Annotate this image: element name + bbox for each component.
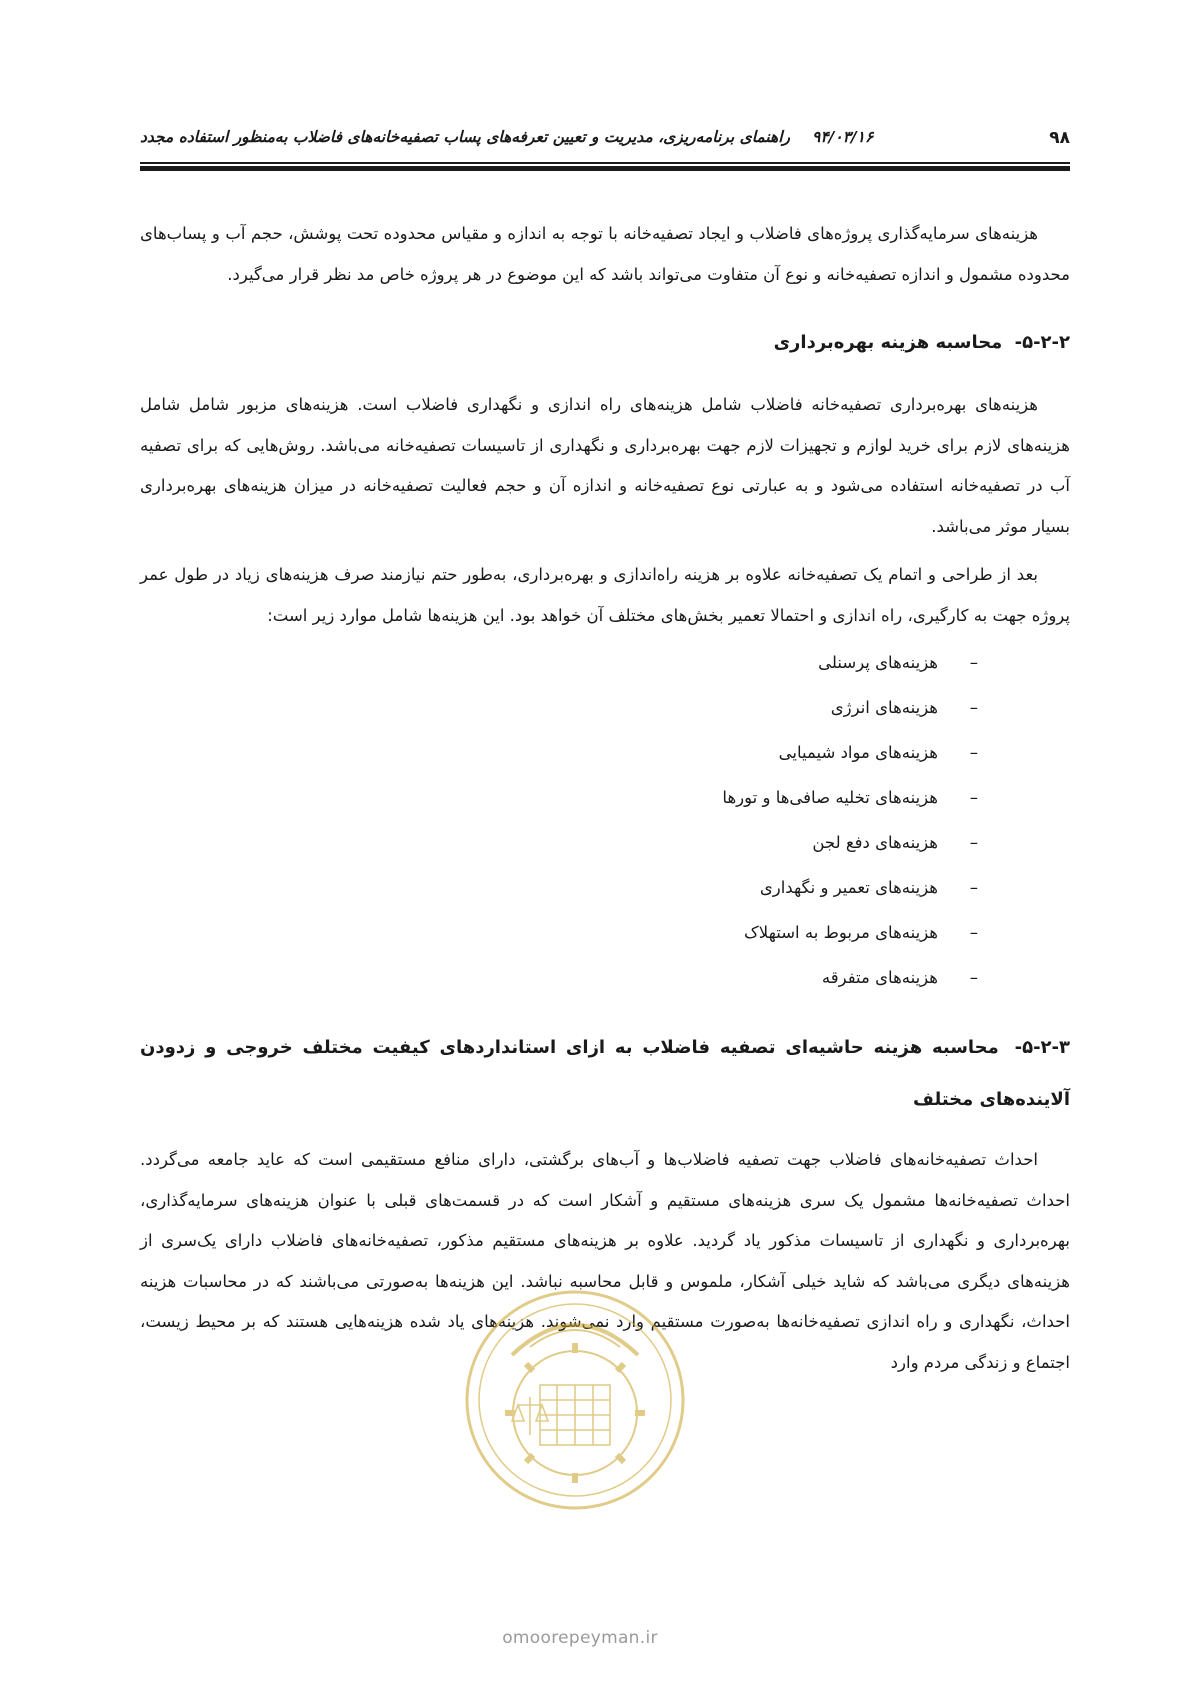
section-heading-marginal-cost [140,1022,1070,1126]
list-item-text: هزینه‌های متفرقه [821,968,938,987]
list-dash: – [969,923,978,942]
list-item-text: هزینه‌های مواد شیمیایی [778,743,938,762]
operation-cost-paragraph-1: هزینه‌های بهره‌برداری تصفیه‌خانه فاضلاب شامل هزینه‌های راه اندازی و نگهداری فاضلاب است. هزینه‌های مزبور شامل شامل هزینه‌های لازم برای خرید لوازم و تجهیزات لازم جهت بهره‌برداری و نگهداری از تاسیسات تصفیه‌خانه می‌باشد. روش‌هایی که برای تصفیه آب در تصفیه‌خانه استفاده می‌شود و به عبارتی نوع تصفیه‌خانه و اندازه آن و حجم فعالیت تصفیه‌خانه در میزان هزینه‌های بهره‌برداری بسیار موثر می‌باشد. [140,395,1070,536]
section-title: محاسبه هزینه بهره‌برداری [773,332,1003,353]
list-item-text: هزینه‌های پرسنلی [818,653,938,672]
list-item [140,820,978,865]
list-item [140,955,978,1000]
list-item [140,685,978,730]
list-item [140,775,978,820]
list-item-text: هزینه‌های تخلیه صافی‌ها و تورها [722,788,938,807]
intro-paragraph: هزینه‌های سرمایه‌گذاری پروژه‌های فاضلاب و ایجاد تصفیه‌خانه با توجه به اندازه و مقیاس محدوده تحت پوشش، حجم آب و پساب‌های محدوده مشمول و اندازه تصفیه‌خانه و نوع آن متفاوت می‌تواند باشد که این موضوع در هر پروژه خاص مد نظر قرار می‌گیرد. [140,224,1070,284]
section-title: محاسبه هزینه حاشیه‌ای تصفیه فاضلاب به ازای استانداردهای کیفیت مختلف خروجی و زدودن آلاینده‌های مختلف [140,1037,1070,1110]
header-title: راهنمای برنامه‌ریزی، مدیریت و تعیین تعرفه‌های پساب تصفیه‌خانه‌های فاضلاب به‌منظور استفاده مجدد [140,128,791,146]
list-dash: – [969,878,978,897]
list-item [140,865,978,910]
header-rule-thin [140,162,1070,164]
running-header [140,128,1070,158]
list-item-text: هزینه‌های دفع لجن [812,833,938,852]
list-dash: – [969,968,978,987]
list-item [140,730,978,775]
list-item-text: هزینه‌های مربوط به استهلاک [744,923,938,942]
cost-items-list [140,640,1070,1000]
watermark-url: omoorepeyman.ir [502,1628,658,1648]
section-heading-operation-cost [140,323,1070,363]
page-number: ۹۸ [1049,128,1070,148]
header-rule-thick [140,166,1070,171]
section-number: ۵-۲-۲- [1014,332,1070,353]
list-dash: – [969,833,978,852]
list-dash: – [969,698,978,717]
page-body [140,214,1070,1383]
list-dash: – [969,653,978,672]
list-dash: – [969,743,978,762]
header-date: ۹۴/۰۳/۱۶ [812,128,874,146]
list-item [140,910,978,955]
list-item [140,640,978,685]
section-number: ۵-۲-۳- [1014,1037,1070,1058]
list-item-text: هزینه‌های تعمیر و نگهداری [759,878,938,897]
operation-cost-paragraph-2: بعد از طراحی و اتمام یک تصفیه‌خانه علاوه بر هزینه راه‌اندازی و بهره‌برداری، به‌طور حتم نیازمند صرف هزینه‌های زیاد در طول عمر پروژه جهت به کارگیری، راه اندازی و احتمالا تعمیر بخش‌های مختلف آن خواهد بود. این هزینه‌ها شامل موارد زیر است: [140,565,1070,625]
list-item-text: هزینه‌های انرژی [830,698,938,717]
marginal-cost-paragraph: احداث تصفیه‌خانه‌های فاضلاب جهت تصفیه فاضلاب‌ها و آب‌های برگشتی، دارای منافع مستقیمی است که عاید جامعه می‌گردد. احداث تصفیه‌خانه‌ها مشمول یک سری هزینه‌های مستقیم و آشکار است که در قسمت‌های قبلی با عنوان هزینه‌های سرمایه‌گذاری، بهره‌برداری و نگهداری از تاسیسات مذکور یاد گردید. علاوه بر هزینه‌های مستقیم مذکور، تصفیه‌خانه‌های فاضلاب دارای یک‌سری از هزینه‌های دیگری می‌باشد که شاید خیلی آشکار، ملموس و قابل محاسبه نباشد. این هزینه‌ها به‌صورتی می‌باشند که در محاسبات هزینه احداث، نگهداری و راه اندازی تصفیه‌خانه‌ها به‌صورت مستقیم وارد نمی‌شوند. هزینه‌های یاد شده هزینه‌هایی هستند که بر محیط زیست، اجتماع و زندگی مردم وارد [140,1150,1070,1372]
list-dash: – [969,788,978,807]
running-title-line [140,128,873,146]
